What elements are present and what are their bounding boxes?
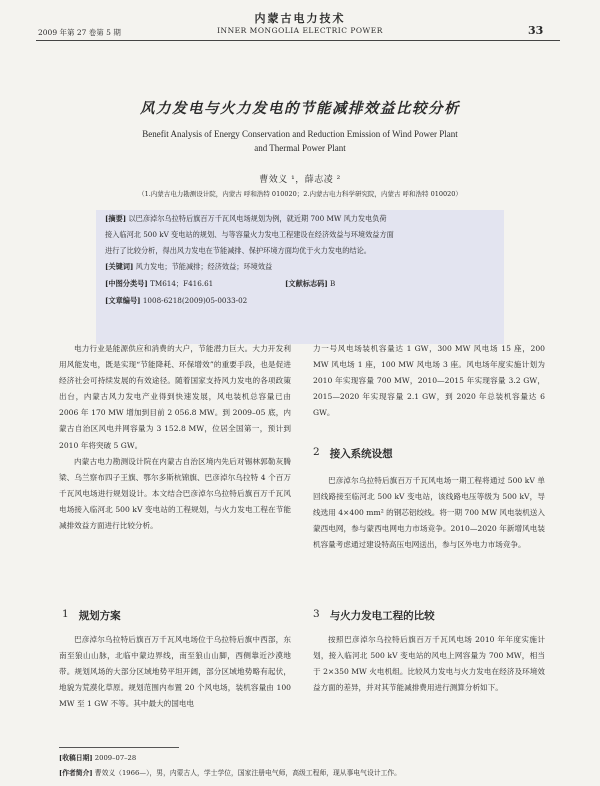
right-column	[313, 341, 545, 421]
clc-number: TM614；F416.61	[150, 279, 214, 288]
received-date: 2009–07–28	[94, 754, 137, 762]
author-info-line	[59, 767, 401, 777]
section-2-body	[313, 473, 545, 553]
issue-info: 2009 年第 27 卷第 5 期	[38, 28, 121, 37]
abstract-line-2: 接入临河北 500 kV 变电站的规划、与等容量火力发电工程建设在经济效益与环境效益方面	[105, 230, 394, 239]
abstract-line-3: 进行了比较分析，得出风力发电在节能减排、保护环境方面均优于火力发电的结论。	[105, 246, 371, 255]
clc-line	[105, 279, 213, 289]
journal-title-en: INNER MONGOLIA ELECTRIC POWER	[217, 26, 383, 35]
article-no: 1008-6218(2009)05-0033-02	[142, 296, 248, 305]
author-info-label: [作者简介]	[59, 769, 93, 777]
section-2-number: 2	[313, 446, 320, 458]
page-number: 33	[528, 24, 544, 37]
keywords-line	[105, 262, 272, 272]
doc-code-label: [文献标志码]	[285, 279, 328, 288]
paper-title-en-line1: Benefit Analysis of Energy Conservation and Reduction Emission of Wind Power Plant	[142, 129, 458, 139]
affiliation: （1.内蒙古电力勘测设计院，内蒙古 呼和浩特 010020；2.内蒙古电力科学研究院，内蒙古 呼和浩特 010020）	[138, 190, 462, 198]
journal-title-cn: 内蒙古电力技术	[254, 12, 346, 25]
section-1-title: 规划方案	[78, 610, 121, 622]
keywords: 风力发电；节能减排；经济效益；环境效益	[135, 262, 273, 271]
paper-title-en-line2: and Thermal Power Plant	[254, 143, 346, 153]
article-no-label: [文章编号]	[105, 296, 141, 305]
section-2-heading	[313, 446, 393, 461]
section-3-paragraph: 按照巴彦淖尔乌拉特后旗百万千瓦风电场 2010 年年度实施计划，接入临河北 500 kV 变电站的风电上网容量为 700 MW，相当于 2×350 MW 火电机组。比较风力发电与火力发电在经济及环境效益方面的差异，并对其节能减排费用进行测算分析如下。	[313, 635, 545, 693]
section-1-heading	[62, 608, 121, 623]
section-3-body	[313, 632, 545, 696]
abstract-text-1: 以巴彦淖尔乌拉特后旗百万千瓦风电场规划为例，就近期 700 MW 风力发电负荷	[128, 214, 387, 223]
left-column	[59, 341, 291, 534]
received-date-line	[59, 752, 136, 762]
abstract-label: [摘要]	[105, 214, 127, 223]
section-1-body	[59, 632, 291, 712]
section-1-paragraph: 巴彦淖尔乌拉特后旗百万千瓦风电场位于乌拉特后旗中西部，东南至狼山山脉，北临中蒙边界线，南至狼山山脚，西侧靠近沙漠地带。规划风场的大部分区域地势平坦开阔，部分区域地势略有起伏，地貌为荒漠化草原。规划范围内布置 20 个风电场，装机容量由 100 MW 至 1 GW 不等。其中最大的国电电	[59, 635, 291, 709]
section-1-number: 1	[62, 608, 69, 620]
section-3-heading	[313, 608, 435, 623]
doc-code: B	[330, 279, 336, 288]
abstract-line-1	[105, 214, 387, 224]
footnote-rule	[59, 747, 179, 748]
section-2-title: 接入系统设想	[329, 448, 393, 460]
doc-code-line	[285, 279, 335, 289]
section-3-title: 与火力发电工程的比较	[329, 610, 435, 622]
received-label: [收稿日期]	[59, 754, 93, 762]
header-rule	[36, 40, 560, 41]
authors: 曹效义 ¹，薛志凌 ²	[259, 175, 341, 185]
section-3-number: 3	[313, 608, 320, 620]
paper-title-cn: 风力发电与火力发电的节能减排效益比较分析	[140, 100, 460, 117]
continued-paragraph: 力一号风电场装机容量达 1 GW，300 MW 风电场 15 座，200 MW 风电场 1 座，100 MW 风电场 3 座。风电场年度实施计划为 2010 年实现容量 700 MW，2010—2015 年实现容量 3.2 GW，2015—2020 年实现容量 2.1 GW，到 2020 年总装机容量达 6 GW。	[313, 344, 545, 418]
intro-paragraph-1: 电力行业是能源供应和消费的大户，节能潜力巨大。大力开发利用风能发电，既是实现“节能降耗、环保增效”的重要手段，也是促进经济社会可持续发展的有效途径。随着国家支持风力发电的各项政策出台，内蒙古风力发电产业得到快速发展，风电装机总容量已由 2006 年 170 MW 增加到目前 2 056.8 MW。到 2009–05 底，内蒙古自治区风电并网容量为 3 152.8 MW，位居全国第一，预计到 2010 年将突破 5 GW。	[59, 344, 291, 450]
section-2-paragraph: 巴彦淖尔乌拉特后旗百万千瓦风电场一期工程将通过 500 kV 单回线路接至临河北 500 kV 变电站，该线路电压等级为 500 kV，导线选用 4×400 mm² 的钢芯铝绞线。将一期 700 MW 风电装机送入蒙西电网，参与蒙西电网电力市场竞争。2010—2020 年新增风电装机容量考虑通过建设特高压电网送出，参与区外电力市场竞争。	[313, 476, 545, 550]
keywords-label: [关键词]	[105, 262, 134, 271]
intro-paragraph-2: 内蒙古电力勘测设计院在内蒙古自治区境内先后对锡林郭勒灰腾梁、乌兰察布四子王旗、鄂尔多斯杭锦旗、巴彦淖尔乌拉特 4 个百万千瓦风电场进行规划设计。本文结合巴彦淖尔乌拉特后旗百万千瓦风电场接入临河北 500 kV 变电站的工程规划，与火力发电工程在节能减排效益方面进行比较分析。	[59, 456, 291, 531]
article-no-line	[105, 296, 247, 306]
author-info: 曹效义（1966—），男，内蒙古人，学士学位，国家注册电气师，高级工程师，现从事电气设计工作。	[94, 769, 401, 777]
clc-label: [中图分类号]	[105, 279, 148, 288]
